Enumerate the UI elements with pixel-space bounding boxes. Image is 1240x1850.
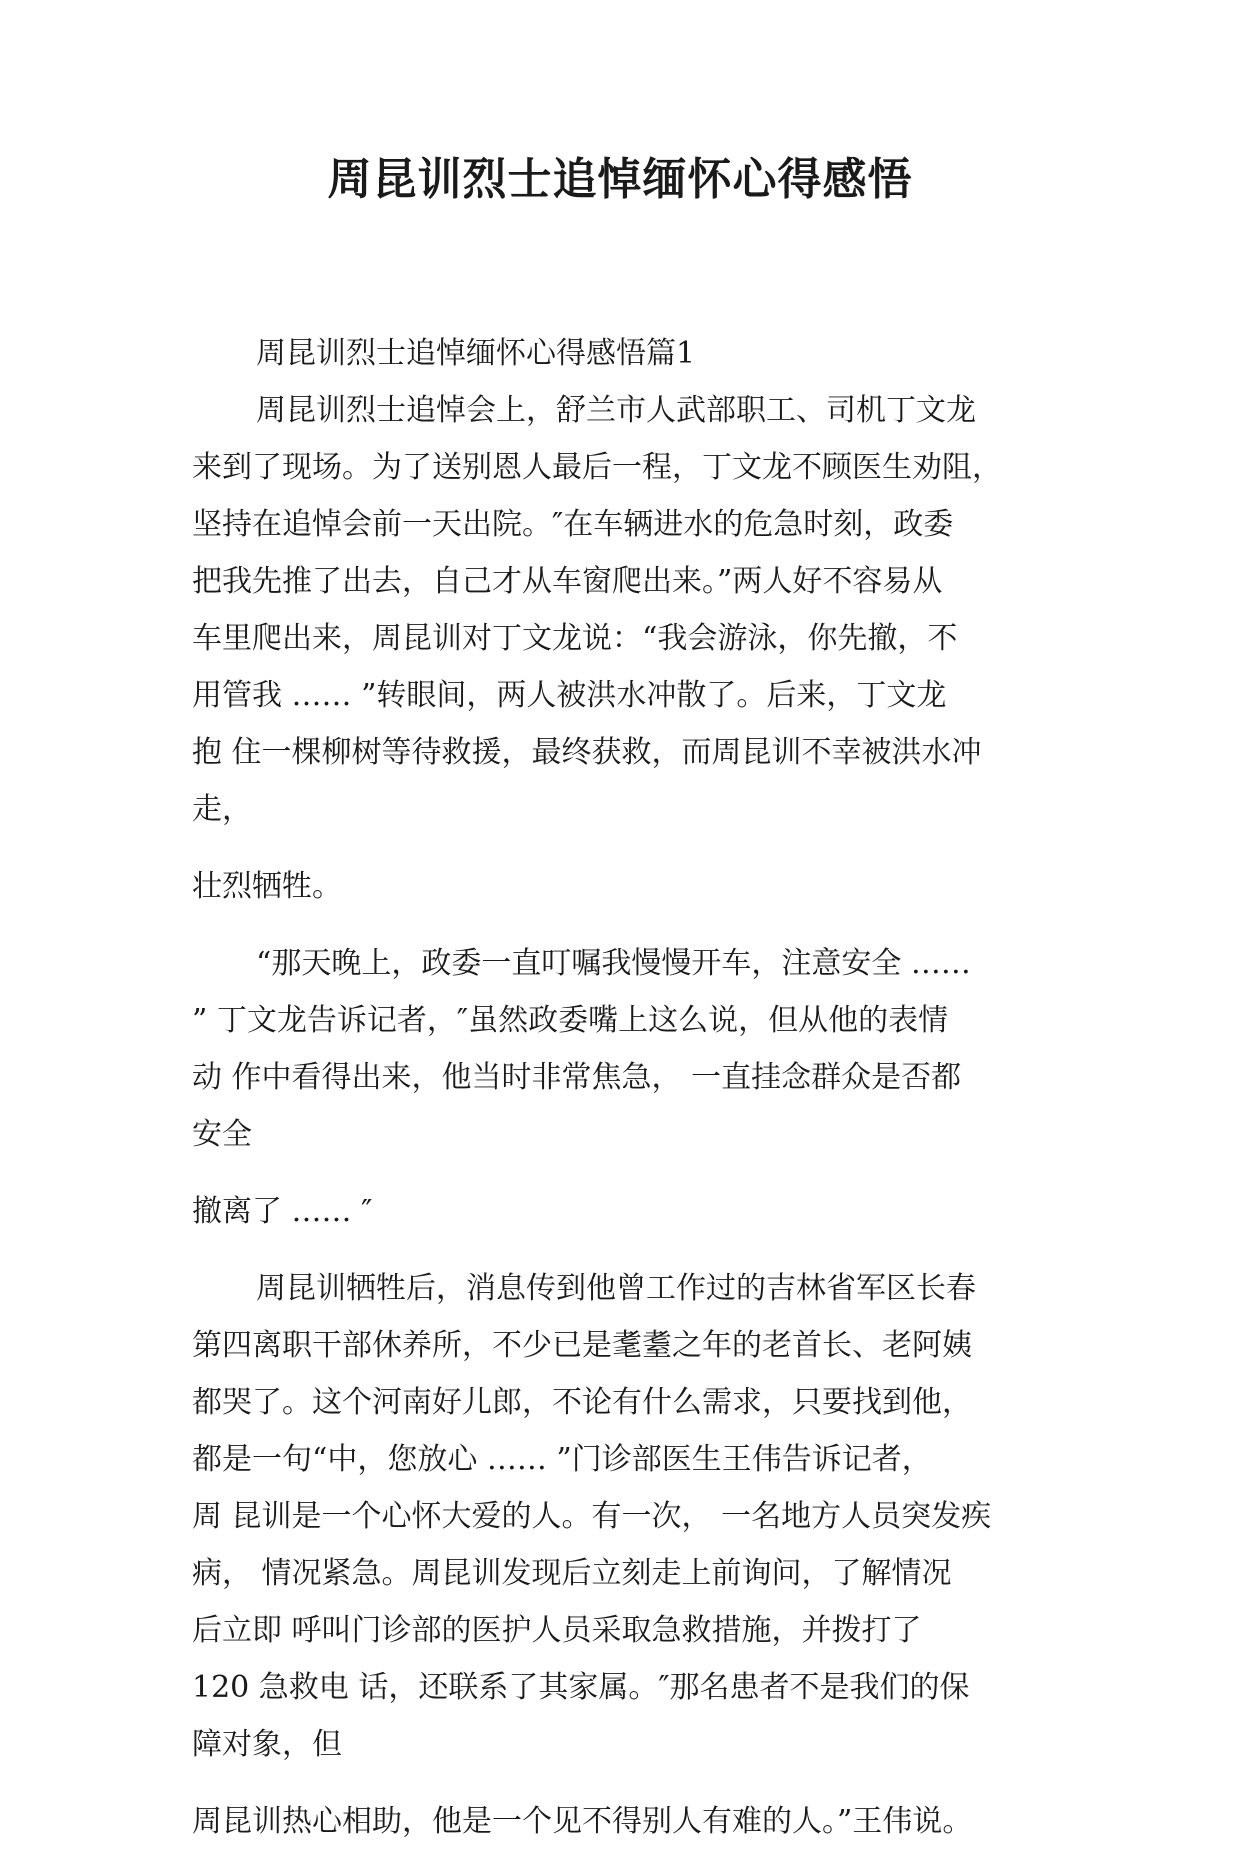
paragraph: “那天晚上，政委一直叮嘱我慢慢开车，注意安全 …… ” 丁文龙告诉记者，″虽然政委嘴上这么说，但从他的表情 动 作中看得出来，他当时非常焦急， 一直挂念群众是否都 安全 — [192, 946, 971, 1152]
section-heading: 周昆训烈士追悼缅怀心得感悟篇1 — [256, 336, 696, 371]
paragraph: 撤离了 …… ″ — [192, 1194, 373, 1229]
document-body — [192, 325, 1092, 1850]
paragraph: 周昆训热心相助，他是一个见不得别人有难的人。”王伟说。 — [192, 1804, 973, 1839]
paragraph: 周昆训烈士追悼会上，舒兰市人武部职工、司机丁文龙 来到了现场。为了送别恩人最后一程，丁文龙不顾医生劝阻， 坚持在追悼会前一天出院。″在车辆进水的危急时刻，政委 把我先推了出去，自己才从车窗爬出来。”两人好不容易从 车里爬出来，周昆训对丁文龙说：“我会游泳，你先撤，不 用管我 …… ”转眼间，两人被洪水冲散了。后来，丁文龙 抱 住一棵柳树等待救援，最终获救，而周昆训不幸被洪水冲 走， — [192, 393, 1002, 827]
document-title: 周昆训烈士追悼缅怀心得感悟 — [327, 154, 913, 205]
paragraph: 周昆训牺牲后，消息传到他曾工作过的吉林省军区长春 第四离职干部休养所，不少已是耄耋之年的老首长、老阿姨 都哭了。这个河南好儿郎，不论有什么需求，只要找到他， 都是一句“中，您放心 …… ”门诊部医生王伟告诉记者， 周 昆训是一个心怀大爱的人。有一次， 一名地方人员突发疾 病， 情况紧急。周昆训发现后立刻走上前询问，了解情况 后立即 呼叫门诊部的医护人员采取急救措施，并拨打了 120 急救电 话，还联系了其家属。″那名患者不是我们的保 障对象，但 — [192, 1271, 992, 1762]
paragraph: 壮烈牺牲。 — [192, 869, 342, 904]
